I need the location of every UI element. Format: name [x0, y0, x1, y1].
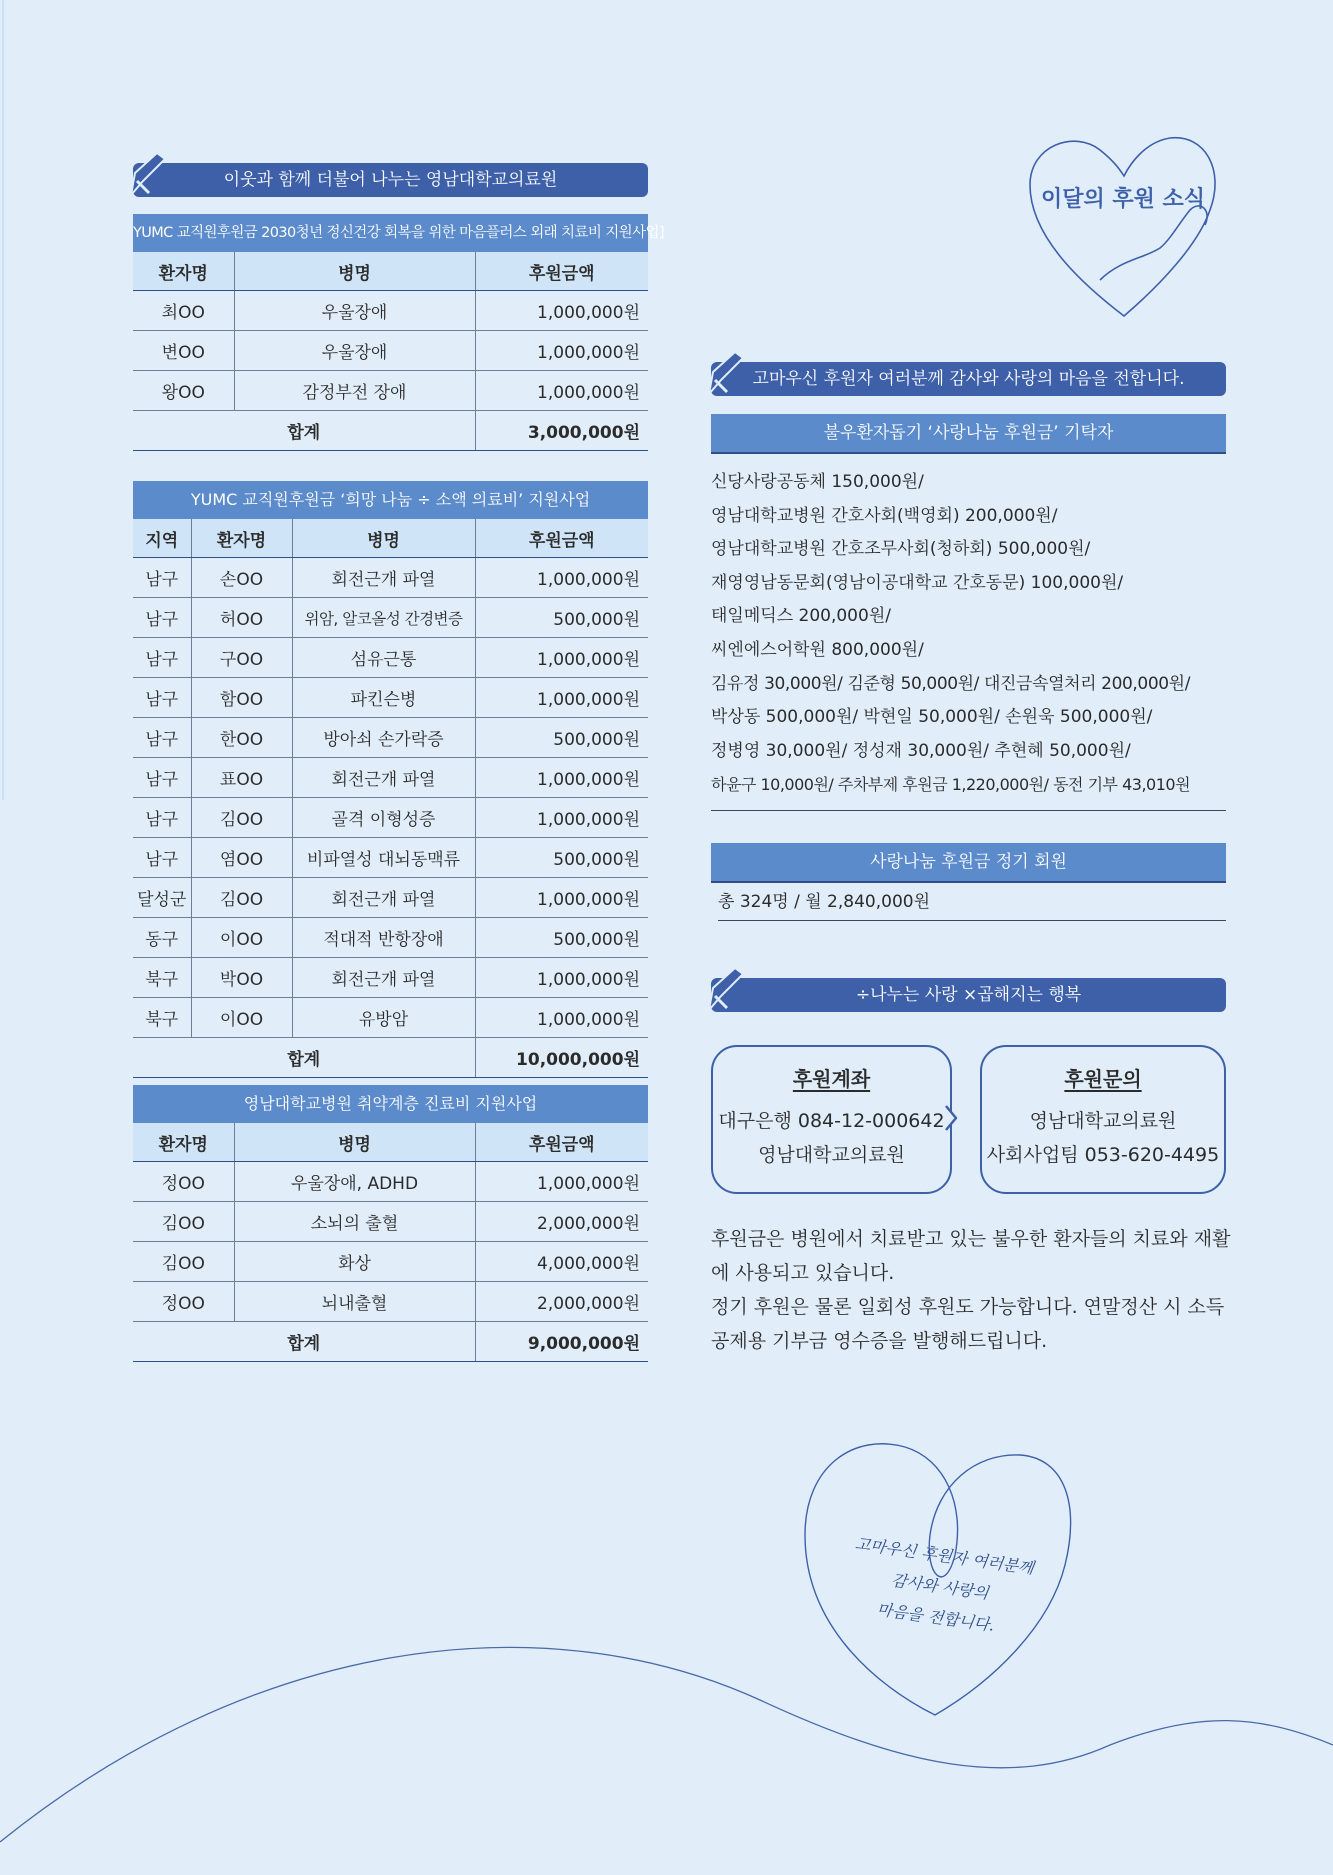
amount-cell: 500,000원 — [475, 838, 648, 878]
account-title: 후원계좌 — [792, 1067, 871, 1091]
total-row — [133, 1038, 648, 1078]
region-cell: 남구 — [133, 758, 191, 798]
amount-cell: 1,000,000원 — [475, 678, 648, 718]
table-row — [133, 1202, 648, 1242]
disease-cell: 우울장애, ADHD — [234, 1162, 475, 1202]
total-label: 합계 — [133, 1038, 475, 1078]
patient-cell: 정OO — [133, 1282, 234, 1322]
total-label: 합계 — [133, 411, 475, 451]
members-text: 총 324명 / 월 2,840,000원 — [718, 884, 1226, 921]
region-cell: 남구 — [133, 558, 191, 598]
disease-cell: 유방암 — [292, 998, 475, 1038]
table-row — [133, 998, 648, 1038]
column-header: 환자명 — [133, 252, 234, 291]
table-row — [133, 1242, 648, 1282]
heart-title: 이달의 후원 소식 — [1040, 187, 1206, 212]
disease-cell: 비파열성 대뇌동맥류 — [292, 838, 475, 878]
list-item: 김유정 30,000원/ 김준형 50,000원/ 대진금속열처리 200,000원/ — [711, 673, 1191, 694]
inquiry-box — [980, 1045, 1226, 1194]
region-cell: 남구 — [133, 638, 191, 678]
amount-cell: 1,000,000원 — [475, 291, 648, 331]
table-row — [133, 1282, 648, 1322]
pen-icon — [127, 151, 167, 197]
table-row — [133, 598, 648, 638]
patient-cell: 김OO — [191, 878, 292, 918]
amount-cell: 1,000,000원 — [475, 638, 648, 678]
table2-caption: YUMC 교직원후원금 ‘희망 나눔 ÷ 소액 의료비’ 지원사업 — [133, 481, 648, 521]
region-cell: 남구 — [133, 718, 191, 758]
amount-cell: 1,000,000원 — [475, 371, 648, 411]
left-section-header — [133, 163, 648, 197]
patient-cell: 함OO — [191, 678, 292, 718]
column-header: 환자명 — [191, 519, 292, 558]
table-header-row — [133, 252, 648, 291]
table3-caption: 영남대학교병원 취약계층 진료비 지원사업 — [133, 1085, 648, 1125]
patient-cell: 이OO — [191, 998, 292, 1038]
column-header: 병명 — [292, 519, 475, 558]
patient-cell: 최OO — [133, 291, 234, 331]
list-item: 재영영남동문회(영남이공대학교 간호동문) 100,000원/ — [711, 572, 1124, 593]
account-line-2: 영남대학교의료원 — [758, 1144, 905, 1166]
patient-cell: 김OO — [133, 1242, 234, 1282]
region-cell: 달성군 — [133, 878, 191, 918]
disease-cell: 섬유근통 — [292, 638, 475, 678]
list-item: 신당사랑공동체 150,000원/ — [711, 472, 924, 492]
table-row — [133, 958, 648, 998]
disease-cell: 회전근개 파열 — [292, 878, 475, 918]
amount-cell: 1,000,000원 — [475, 758, 648, 798]
total-label: 합계 — [133, 1322, 475, 1362]
members-caption: 사랑나눔 후원금 정기 회원 — [711, 843, 1226, 883]
table-header-row — [133, 1123, 648, 1162]
disease-cell: 회전근개 파열 — [292, 558, 475, 598]
amount-cell: 2,000,000원 — [475, 1282, 648, 1322]
amount-cell: 1,000,000원 — [475, 798, 648, 838]
table-row — [133, 758, 648, 798]
disease-cell: 우울장애 — [234, 291, 475, 331]
list-item: 씨엔에스어학원 800,000원/ — [711, 639, 924, 660]
column-header: 후원금액 — [475, 519, 648, 558]
total-amount: 10,000,000원 — [475, 1038, 648, 1078]
table3 — [133, 1123, 648, 1362]
region-cell: 동구 — [133, 918, 191, 958]
table-header-row — [133, 519, 648, 558]
donor-list — [711, 466, 1190, 802]
table-row — [133, 718, 648, 758]
table-row — [133, 1162, 648, 1202]
total-row — [133, 411, 648, 451]
region-cell: 남구 — [133, 838, 191, 878]
patient-cell: 박OO — [191, 958, 292, 998]
patient-cell: 구OO — [191, 638, 292, 678]
handwriting-line: 마음을 전합니다. — [875, 1599, 996, 1635]
total-amount: 9,000,000원 — [475, 1322, 648, 1362]
patient-cell: 손OO — [191, 558, 292, 598]
divider — [711, 810, 1226, 811]
list-item: 영남대학교병원 간호조무사회(청하회) 500,000원/ — [711, 539, 1091, 560]
table-row — [133, 638, 648, 678]
table1 — [133, 252, 648, 451]
inquiry-line-2: 사회사업팀 053-620-4495 — [986, 1144, 1220, 1166]
list-item: 태일메딕스 200,000원/ — [711, 606, 891, 627]
table-row — [133, 878, 648, 918]
disease-cell: 골격 이형성증 — [292, 798, 475, 838]
table-row — [133, 918, 648, 958]
donors-caption: 불우환자돕기 ‘사랑나눔 후원금’ 기탁자 — [711, 414, 1226, 454]
region-cell: 북구 — [133, 958, 191, 998]
patient-cell: 염OO — [191, 838, 292, 878]
region-cell: 남구 — [133, 798, 191, 838]
column-header: 지역 — [133, 519, 191, 558]
table-row — [133, 291, 648, 331]
table2 — [133, 519, 648, 1078]
patient-cell: 이OO — [191, 918, 292, 958]
disease-cell: 우울장애 — [234, 331, 475, 371]
column-header: 병명 — [234, 252, 475, 291]
pen-icon — [705, 966, 745, 1012]
left-section-title: 이웃과 함께 더불어 나누는 영남대학교의료원 — [223, 170, 558, 190]
patient-cell: 김OO — [133, 1202, 234, 1242]
right-section-title: 고마우신 후원자 여러분께 감사와 사랑의 마음을 전합니다. — [752, 369, 1185, 389]
table1-caption: YUMC 교직원후원금 2030청년 정신건강 회복을 위한 마음플러스 외래 치료비 지원사업] — [133, 214, 648, 254]
disease-cell: 뇌내출혈 — [234, 1282, 475, 1322]
happiness-title: ÷나누는 사랑 ×곱해지는 행복 — [855, 985, 1082, 1005]
patient-cell: 왕OO — [133, 371, 234, 411]
table-row — [133, 371, 648, 411]
amount-cell: 500,000원 — [475, 918, 648, 958]
table-row — [133, 838, 648, 878]
list-item: 하윤구 10,000원/ 주차부제 후원금 1,220,000원/ 동전 기부 43,010원 — [711, 775, 1191, 795]
list-item: 박상동 500,000원/ 박현일 50,000원/ 손원욱 500,000원/ — [711, 707, 1153, 728]
region-cell: 북구 — [133, 998, 191, 1038]
column-header: 병명 — [234, 1123, 475, 1162]
chevron-right-icon — [944, 1104, 960, 1132]
list-item: 영남대학교병원 간호사회(백영회) 200,000원/ — [711, 505, 1058, 526]
disease-cell: 감정부전 장애 — [234, 371, 475, 411]
region-cell: 남구 — [133, 678, 191, 718]
total-row — [133, 1322, 648, 1362]
account-line-1: 대구은행 084-12-000642 — [718, 1110, 945, 1132]
inquiry-title: 후원문의 — [1064, 1067, 1142, 1091]
column-header: 환자명 — [133, 1123, 234, 1162]
column-header: 후원금액 — [475, 252, 648, 291]
amount-cell: 4,000,000원 — [475, 1242, 648, 1282]
account-box — [711, 1045, 952, 1194]
table-row — [133, 558, 648, 598]
amount-cell: 1,000,000원 — [475, 558, 648, 598]
amount-cell: 1,000,000원 — [475, 878, 648, 918]
amount-cell: 500,000원 — [475, 598, 648, 638]
notice-paragraph: 후원금은 병원에서 치료받고 있는 불우한 환자들의 치료와 재활에 사용되고 있습니다. — [711, 1228, 1231, 1284]
pen-icon — [705, 350, 745, 396]
table-row — [133, 331, 648, 371]
patient-cell: 김OO — [191, 798, 292, 838]
inquiry-line-1: 영남대학교의료원 — [1029, 1110, 1177, 1132]
disease-cell: 파킨슨병 — [292, 678, 475, 718]
column-header: 후원금액 — [475, 1123, 648, 1162]
amount-cell: 500,000원 — [475, 718, 648, 758]
amount-cell: 1,000,000원 — [475, 331, 648, 371]
patient-cell: 표OO — [191, 758, 292, 798]
patient-cell: 정OO — [133, 1162, 234, 1202]
notice-text — [711, 1222, 1231, 1358]
region-cell: 남구 — [133, 598, 191, 638]
handwriting-line: 고마우신 후원자 여러분께 — [853, 1533, 1035, 1578]
disease-cell: 회전근개 파열 — [292, 758, 475, 798]
patient-cell: 한OO — [191, 718, 292, 758]
amount-cell: 2,000,000원 — [475, 1202, 648, 1242]
patient-cell: 변OO — [133, 331, 234, 371]
disease-cell: 회전근개 파열 — [292, 958, 475, 998]
happiness-header — [711, 978, 1226, 1012]
disease-cell: 화상 — [234, 1242, 475, 1282]
heart-hand-icon — [1020, 130, 1220, 330]
list-item: 정병영 30,000원/ 정성재 30,000원/ 추현혜 50,000원/ — [711, 740, 1131, 761]
right-section-header — [711, 362, 1226, 396]
table-row — [133, 798, 648, 838]
amount-cell: 1,000,000원 — [475, 998, 648, 1038]
disease-cell: 방아쇠 손가락증 — [292, 718, 475, 758]
amount-cell: 1,000,000원 — [475, 958, 648, 998]
disease-cell: 소뇌의 출혈 — [234, 1202, 475, 1242]
disease-cell: 위암, 알코올성 간경변증 — [292, 598, 475, 638]
total-amount: 3,000,000원 — [475, 411, 648, 451]
notice-paragraph: 정기 후원은 물론 일회성 후원도 가능합니다. 연말정산 시 소득공제용 기부금 영수증을 발행해드립니다. — [711, 1296, 1225, 1352]
amount-cell: 1,000,000원 — [475, 1162, 648, 1202]
handwriting-line: 감사와 사랑의 — [890, 1570, 990, 1603]
patient-cell: 허OO — [191, 598, 292, 638]
table-row — [133, 678, 648, 718]
disease-cell: 적대적 반항장애 — [292, 918, 475, 958]
